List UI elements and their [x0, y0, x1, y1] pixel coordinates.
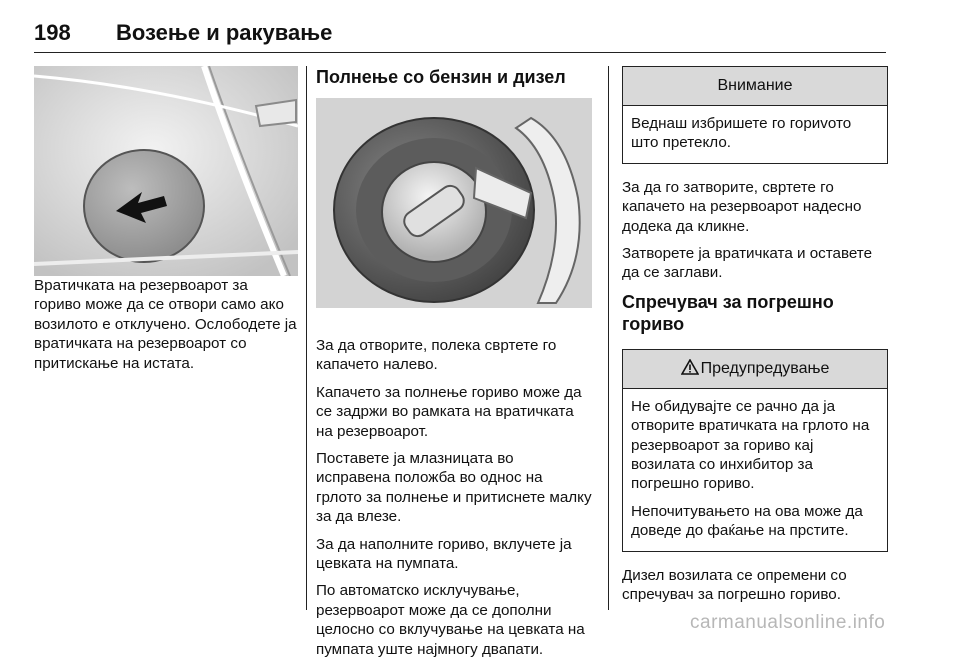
warning-box — [622, 349, 888, 552]
notice-box — [622, 66, 888, 164]
column-divider — [608, 66, 609, 610]
fuel-cap-illustration — [316, 98, 592, 308]
fuel-door-illustration — [34, 66, 298, 276]
column-1 — [34, 66, 298, 381]
page-number: 198 — [34, 20, 71, 45]
instruction-paragraph: Поставете ја млазницата во исправена положба во однос на грлото за полнење и притиснете малку за да влезе. — [316, 450, 592, 526]
column-divider — [306, 66, 307, 610]
page-header — [34, 12, 886, 53]
section-title-misfuel-inhibitor: Спречувач за погрешно гориво — [622, 291, 834, 334]
chapter-title: Возење и ракување — [116, 20, 333, 45]
section-title-refuelling: Полнење со бензин и дизел — [316, 67, 566, 87]
notice-box-title: Внимание — [623, 67, 887, 106]
diesel-note-paragraph: Дизел возилата се опремени со спречувач за погрешно гориво. — [622, 566, 847, 604]
instruction-paragraph: За да наполните гориво, вклучете ја цевката на пумпата. — [316, 535, 572, 573]
warning-box-title: Предупредување — [700, 359, 830, 377]
instruction-paragraph: Капачето за полнење гориво може да се задржи во рамката на вратичката на резервоарот. — [316, 383, 582, 440]
instruction-paragraph: За да отворите, полека свртете го капачето налево. — [316, 337, 557, 374]
instruction-paragraph: По автоматско исклучување, резервоарот може да се дополни целосно со вклучување на цевката на пумпата уште најмногу двапати. — [316, 582, 585, 658]
warning-box-text: Не обидувајте се рачно да ја отворите вратичката на грлото на резервоарот за гориво кај возилата со инхибитор за погрешно гориво. — [631, 397, 870, 493]
notice-box-text: Веднаш избришете го гориvото што претекло. — [631, 115, 852, 152]
fuel-door-caption: Вратичката на резервоарот за гориво може да се отвори само ако возилото е отклучено. Ослободете ја вратичката на резервоарот со притискање на истата. — [34, 277, 297, 372]
closing-paragraph: За да го затворите, свртете го капачето на резервоарот надесно додека да кликне. — [622, 178, 862, 235]
column-3 — [622, 66, 888, 613]
warning-box-text: Непочитувањето на ова може да доведе до фаќање на прстите. — [631, 502, 863, 540]
warning-triangle-icon — [681, 359, 699, 375]
warning-box-header — [623, 350, 887, 389]
fuel-cap-drawing — [316, 98, 592, 308]
closing-paragraph: Затворете ја вратичката и оставете да се заглави. — [622, 245, 873, 282]
column-2 — [316, 66, 592, 667]
fuel-door-drawing — [34, 66, 298, 276]
site-watermark: carmanualsonline.info — [690, 612, 886, 633]
